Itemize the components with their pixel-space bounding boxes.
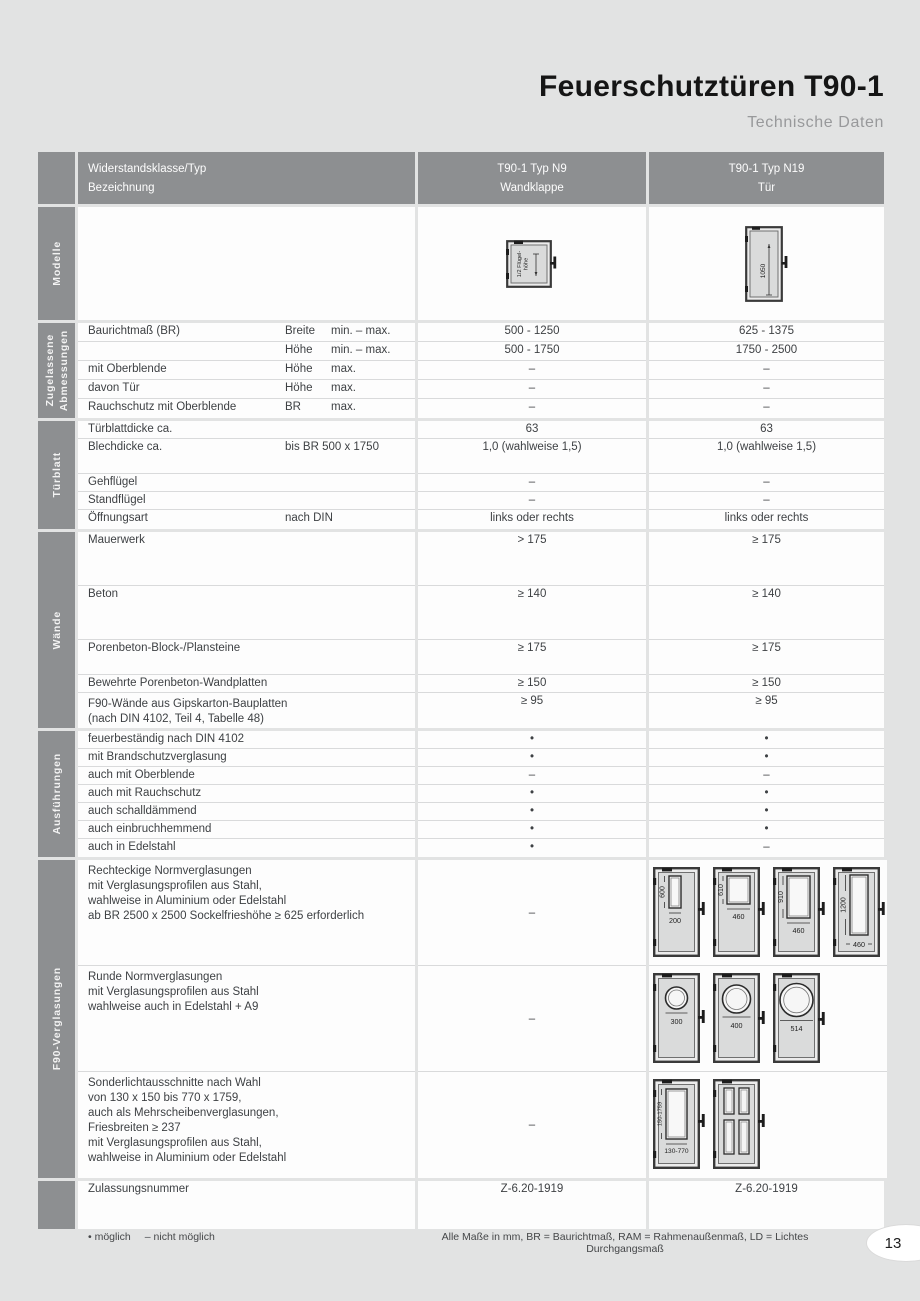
row-label: Bewehrte Porenbeton-Wandplatten [88, 677, 268, 689]
table-row [78, 731, 884, 749]
row-label: feuerbeständig nach DIN 4102 [88, 733, 244, 745]
page-number: 13 [866, 1224, 920, 1262]
value-n9: – [418, 380, 646, 399]
units-note: Alle Maße in mm, BR = Baurichtmaß, RAM = Rahmenaußenmaß, LD = Lichtes Durchgangsmaß [441, 1231, 809, 1255]
value-n9: • [418, 839, 646, 857]
row-label: Sonderlichtausschnitte nach Wahl [88, 1077, 261, 1089]
value-n9: – [418, 767, 646, 785]
table-row [78, 785, 884, 803]
value-n19: ≥ 150 [649, 675, 884, 693]
row-label-line3: wahlweise auch in Edelstahl + A9 [88, 1001, 259, 1013]
value-n19: – [649, 399, 884, 418]
round-glazing-door-diagram [713, 973, 767, 1063]
row-label-line5: mit Verglasungsprofilen aus Stahl, [88, 1137, 262, 1149]
value-n9: – [418, 361, 646, 380]
section-zulassung [38, 1181, 884, 1229]
row-label: Rechteckige Normverglasungen [88, 865, 252, 877]
table-row [78, 1181, 884, 1229]
section-tab-ausfuehrungen [38, 731, 75, 857]
legend-not-possible: – nicht möglich [144, 1231, 215, 1243]
value-n19: 1,0 (wahlweise 1,5) [649, 439, 884, 474]
row-label-line2: (nach DIN 4102, Teil 4, Tabelle 48) [88, 713, 265, 725]
value-n9: • [418, 731, 646, 749]
row-label: Rauchschutz mit Oberblende [88, 401, 237, 413]
dimension-label: 514 [790, 1024, 803, 1033]
legend [88, 1231, 215, 1243]
section-tab-waende [38, 532, 75, 728]
dimension-label: 910 [778, 891, 785, 903]
dimension-label: 460 [732, 912, 745, 921]
dimension-label: höhe [523, 257, 530, 270]
table-row [78, 586, 884, 640]
round-glazing-door-diagram [773, 973, 827, 1063]
row-label: auch einbruchhemmend [88, 823, 212, 835]
dimension-label: 150-1759 [657, 1101, 664, 1127]
section-tab-label: F90-Verglasungen [50, 967, 63, 1071]
row-label [88, 344, 285, 360]
table-row [78, 492, 884, 510]
value-n19: – [649, 361, 884, 380]
value-n9: > 175 [418, 532, 646, 586]
value-n9: • [418, 785, 646, 803]
row-label: Mauerwerk [88, 534, 145, 546]
section-modelle [38, 207, 884, 320]
section-tab-tuerblatt [38, 421, 75, 529]
dimension-label: 400 [730, 1021, 743, 1030]
spec-range: max. [331, 382, 356, 394]
row-label: auch mit Oberblende [88, 769, 195, 781]
legend-possible: • möglich [88, 1231, 131, 1243]
value-n19: • [649, 749, 884, 767]
spec-dimension: Höhe [285, 382, 313, 394]
spec-note: bis BR 500 x 1750 [285, 441, 379, 453]
tuer-door-diagram [745, 226, 789, 304]
table-row [78, 474, 884, 492]
section-abmessungen [38, 323, 884, 418]
sonder-glazing-door-diagram [653, 1079, 707, 1169]
table-row [78, 839, 884, 857]
value-n19: 63 [649, 421, 884, 439]
sonder-glazing-diagrams [649, 1072, 887, 1178]
row-label: mit Oberblende [88, 363, 167, 375]
round-glazing-diagrams [649, 966, 887, 1072]
spec-range: min. – max. [331, 325, 391, 337]
spec-dimension: Höhe [285, 344, 313, 356]
row-label: davon Tür [88, 382, 140, 394]
row-label: Standflügel [88, 494, 146, 506]
value-n9: Z-6.20-1919 [418, 1181, 646, 1229]
table-row [78, 380, 884, 399]
row-label: auch mit Rauchschutz [88, 787, 202, 799]
value-n19: 625 - 1375 [649, 323, 884, 342]
page-title: Feuerschutztüren T90-1 [538, 70, 884, 103]
row-label-line2: mit Verglasungsprofilen aus Stahl [88, 986, 259, 998]
row-label-line3: wahlweise in Aluminium oder Edelstahl [88, 895, 287, 907]
value-n19: • [649, 731, 884, 749]
value-n19: ≥ 140 [649, 586, 884, 640]
value-n9: 1,0 (wahlweise 1,5) [418, 439, 646, 474]
section-tab-modelle [38, 207, 75, 320]
table-header [38, 152, 884, 204]
row-label: F90-Wände aus Gipskarton-Bauplatten [88, 698, 288, 710]
value-n19: • [649, 803, 884, 821]
table-row [78, 207, 884, 320]
section-tab-label: Zugelassene [43, 334, 56, 407]
spec-dimension: Breite [285, 325, 316, 337]
value-n19: – [649, 839, 884, 857]
row-label-line4: Friesbreiten ≥ 237 [88, 1122, 181, 1134]
value-n9: ≥ 95 [418, 693, 646, 728]
dimension-label: 1050 [759, 263, 767, 278]
spec-note: nach DIN [285, 512, 333, 524]
value-n19: – [649, 380, 884, 399]
header-col2-line1: T90-1 Typ N9 [497, 162, 567, 175]
section-tab-label: Abmessungen [57, 329, 70, 412]
table-row [78, 510, 884, 529]
row-label-line2: von 130 x 150 bis 770 x 1759, [88, 1092, 242, 1104]
dimension-label: 600 [659, 886, 667, 898]
technical-data-table [38, 152, 884, 1232]
spec-dimension: BR [285, 401, 301, 413]
value-n9: links oder rechts [418, 510, 646, 529]
section-tab-zulassung [38, 1181, 75, 1229]
section-verglasungen [38, 860, 884, 1178]
table-row [78, 767, 884, 785]
table-row [78, 860, 887, 966]
spec-note [285, 494, 415, 509]
value-n19: Z-6.20-1919 [649, 1181, 884, 1229]
table-row [78, 821, 884, 839]
table-row [78, 361, 884, 380]
row-label-line2: mit Verglasungsprofilen aus Stahl, [88, 880, 262, 892]
wandklappe-model-cell [418, 207, 646, 320]
sonder-panel-door-diagram [713, 1079, 767, 1169]
row-label: Runde Normverglasungen [88, 971, 223, 983]
value-n9: 63 [418, 421, 646, 439]
table-row [78, 342, 884, 361]
dimension-label: 300 [670, 1017, 683, 1026]
value-n9: 500 - 1250 [418, 323, 646, 342]
value-n19: – [649, 492, 884, 510]
spec-dimension: Höhe [285, 363, 313, 375]
rect-glazing-door-diagram [713, 867, 767, 957]
dimension-label: 610 [718, 884, 725, 896]
dimension-label: 1/2 Flügel- [517, 250, 523, 277]
rect-glazing-diagrams [649, 860, 887, 966]
section-tab-label: Modelle [50, 241, 63, 286]
dimension-label: 130-770 [664, 1148, 689, 1155]
table-row [78, 966, 887, 1072]
header-col1-line1: Widerstandsklasse/Typ [88, 162, 207, 175]
table-row [78, 1072, 887, 1178]
value-n9: – [418, 399, 646, 418]
row-label-line3: auch als Mehrscheibenverglasungen, [88, 1107, 279, 1119]
row-label: Beton [88, 588, 119, 600]
row-label: Öffnungsart [88, 512, 148, 524]
dimension-label: 200 [669, 916, 681, 925]
header-col3-line1: T90-1 Typ N19 [728, 162, 805, 175]
value-n9: – [418, 474, 646, 492]
table-row [78, 675, 884, 693]
section-tab-label: Ausführungen [50, 753, 63, 835]
sidebar-header-filler [38, 152, 75, 204]
page-subtitle: Technische Daten [747, 114, 884, 131]
spec-range: min. – max. [331, 344, 391, 356]
value-n19: • [649, 821, 884, 839]
tuer-model-cell [649, 207, 884, 320]
row-label: Porenbeton-Block-/Plansteine [88, 642, 241, 654]
spec-range: max. [331, 401, 356, 413]
value-n9: 500 - 1750 [418, 342, 646, 361]
round-glazing-door-diagram [653, 973, 707, 1063]
section-tab-label: Türblatt [50, 452, 63, 498]
table-row [78, 421, 884, 439]
spec-range: max. [331, 363, 356, 375]
rect-glazing-door-diagram [773, 867, 827, 957]
row-label-line6: wahlweise in Aluminium oder Edelstahl [88, 1152, 287, 1164]
table-row [78, 640, 884, 675]
table-row [78, 693, 884, 728]
value-n9: – [418, 492, 646, 510]
spec-note [285, 423, 415, 438]
value-n19: – [649, 474, 884, 492]
value-n19: – [649, 767, 884, 785]
header-col1-line2: Bezeichnung [88, 181, 155, 194]
row-label: auch schalldämmend [88, 805, 197, 817]
value-n9: ≥ 140 [418, 586, 646, 640]
dimension-label: 460 [853, 940, 865, 949]
table-row [78, 803, 884, 821]
row-label: mit Brandschutzverglasung [88, 751, 227, 763]
row-label: auch in Edelstahl [88, 841, 176, 853]
table-row [78, 399, 884, 418]
dimension-label: 460 [792, 926, 805, 935]
row-label-line4: ab BR 2500 x 2500 Sockelfrieshöhe ≥ 625 erforderlich [88, 910, 365, 922]
table-row [78, 439, 884, 474]
value-n9: ≥ 150 [418, 675, 646, 693]
section-waende [38, 532, 884, 728]
section-tab-abmessungen [38, 323, 75, 418]
value-n19: links oder rechts [649, 510, 884, 529]
value-n9: – [418, 966, 646, 1072]
rect-glazing-door-diagram [833, 867, 887, 957]
table-row [78, 749, 884, 767]
wandklappe-door-diagram [506, 240, 558, 290]
value-n19: ≥ 175 [649, 532, 884, 586]
value-n19: ≥ 175 [649, 640, 884, 675]
row-label: Türblattdicke ca. [88, 423, 173, 435]
value-n9: ≥ 175 [418, 640, 646, 675]
row-label: Baurichtmaß (BR) [88, 325, 181, 337]
section-tuerblatt [38, 421, 884, 529]
section-ausfuehrungen [38, 731, 884, 857]
header-col3-line2: Tür [757, 181, 776, 194]
spec-note [285, 476, 415, 491]
value-n19: ≥ 95 [649, 693, 884, 728]
dimension-label: 1200 [840, 897, 848, 913]
row-label: Blechdicke ca. [88, 441, 163, 453]
section-tab-verglasungen [38, 860, 75, 1178]
rect-glazing-door-diagram [653, 867, 707, 957]
value-n9: • [418, 749, 646, 767]
value-n9: – [418, 1072, 646, 1178]
value-n9: – [418, 860, 646, 966]
header-col2-line2: Wandklappe [500, 181, 564, 194]
table-row [78, 532, 884, 586]
row-label: Gehflügel [88, 476, 138, 488]
value-n19: • [649, 785, 884, 803]
table-row [78, 323, 884, 342]
value-n9: • [418, 821, 646, 839]
value-n9: • [418, 803, 646, 821]
row-label: Zulassungsnummer [88, 1183, 189, 1195]
section-tab-label: Wände [50, 610, 63, 650]
value-n19: 1750 - 2500 [649, 342, 884, 361]
